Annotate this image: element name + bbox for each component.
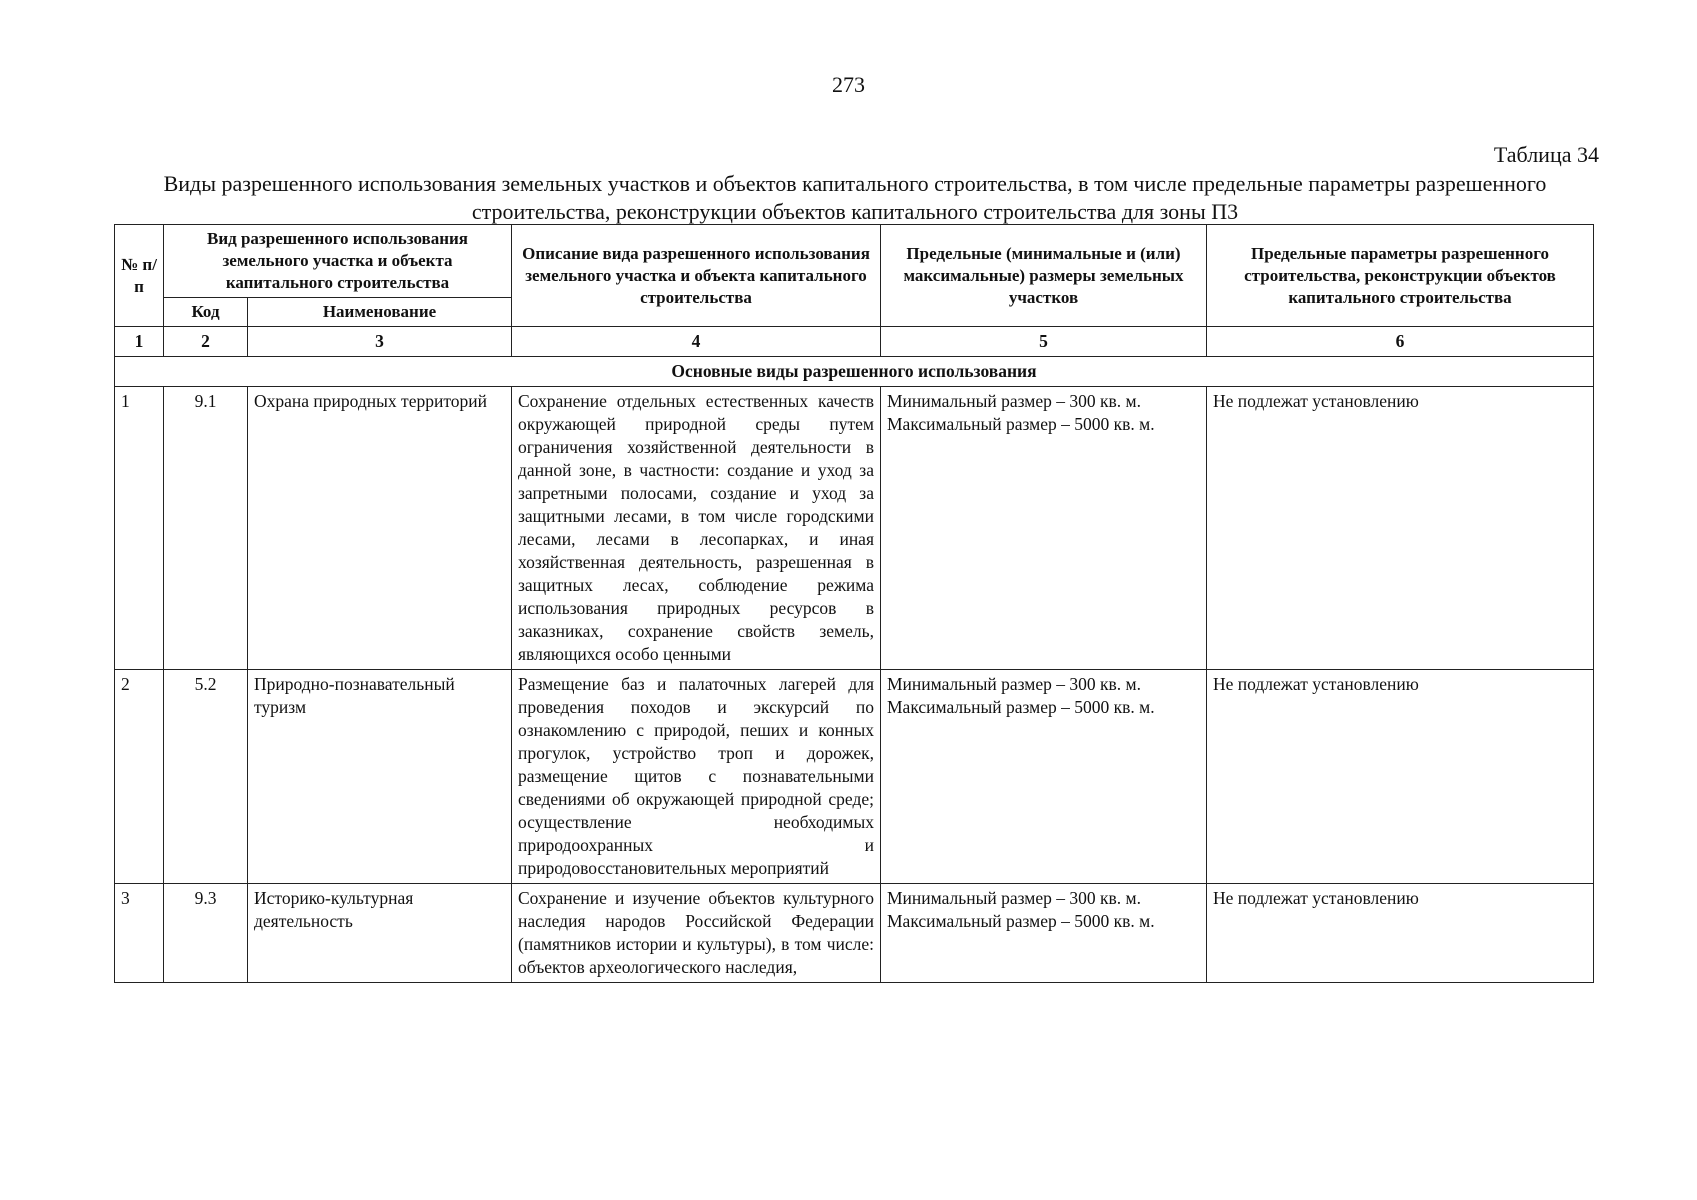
header-code: Код (164, 298, 248, 327)
row-params: Не подлежат установлению (1207, 884, 1594, 983)
table-row (115, 884, 1594, 983)
row-params: Не подлежат установлению (1207, 670, 1594, 884)
col-number: 6 (1207, 327, 1594, 357)
size-max: Максимальный размер – 5000 кв. м. (887, 697, 1155, 717)
size-max: Максимальный размер – 5000 кв. м. (887, 911, 1155, 931)
table-row (115, 387, 1594, 670)
header-name: Наименование (248, 298, 512, 327)
header-vid: Вид разрешенного использования земельного участка и объекта капитального строительства (164, 225, 512, 298)
col-number: 4 (512, 327, 881, 357)
section-title: Основные виды разрешенного использования (115, 357, 1594, 387)
row-name: Охрана природных территорий (248, 387, 512, 670)
size-min: Минимальный размер – 300 кв. м. (887, 391, 1141, 411)
row-num: 1 (115, 387, 164, 670)
row-code: 9.3 (164, 884, 248, 983)
col-number: 3 (248, 327, 512, 357)
row-name: Природно-познавательный туризм (248, 670, 512, 884)
column-numbers-row (115, 327, 1594, 357)
page-number: 273 (832, 72, 865, 97)
col-number: 2 (164, 327, 248, 357)
size-min: Минимальный размер – 300 кв. м. (887, 674, 1141, 694)
row-params: Не подлежат установлению (1207, 387, 1594, 670)
size-max: Максимальный размер – 5000 кв. м. (887, 414, 1155, 434)
section-row (115, 357, 1594, 387)
row-sizes (881, 884, 1207, 983)
row-code: 5.2 (164, 670, 248, 884)
table-row (115, 670, 1594, 884)
header-params: Предельные параметры разрешенного строительства, реконструкции объектов капитального строительства (1207, 225, 1594, 327)
row-num: 3 (115, 884, 164, 983)
header-num: № п/п (115, 225, 164, 327)
row-sizes (881, 387, 1207, 670)
table-label: Таблица 34 (1493, 142, 1599, 167)
col-number: 5 (881, 327, 1207, 357)
header-sizes: Предельные (минимальные и (или) максимальные) размеры земельных участков (881, 225, 1207, 327)
row-description: Сохранение отдельных естественных качеств окружающей природной среды путем ограничения хозяйственной деятельности в данной зоне, в частности: создание и уход за запретными полосами, создание и уход за защитными лесами, в том числе городскими лесами, лесами в лесопарках, и иная хозяйственная деятельность, разрешенная в защитных лесах, соблюдение режима использования природных ресурсов в заказниках, сохранение свойств земель, являющихся особо ценными (512, 387, 881, 670)
row-description: Сохранение и изучение объектов культурного наследия народов Российской Федерации (памятников истории и культуры), в том числе: объектов археологического наследия, (512, 884, 881, 983)
document-title: Виды разрешенного использования земельных участков и объектов капитального строительства, в том числе предельные параметры разрешенного строительства, реконструкции объектов капитального строительства для зоны П3 (163, 171, 1547, 224)
row-name: Историко-культурная деятельность (248, 884, 512, 983)
header-description: Описание вида разрешенного использования земельного участка и объекта капитального строительства (512, 225, 881, 327)
size-min: Минимальный размер – 300 кв. м. (887, 888, 1141, 908)
row-code: 9.1 (164, 387, 248, 670)
land-use-table (114, 224, 1594, 983)
row-num: 2 (115, 670, 164, 884)
row-sizes (881, 670, 1207, 884)
col-number: 1 (115, 327, 164, 357)
row-description: Размещение баз и палаточных лагерей для проведения походов и экскурсий по ознакомлению с природой, пеших и конных прогулок, устройство троп и дорожек, размещение щитов с познавательными сведениями об окружающей природной среде; осуществление необходимых природоохранных и природовосстановительных мероприятий (512, 670, 881, 884)
